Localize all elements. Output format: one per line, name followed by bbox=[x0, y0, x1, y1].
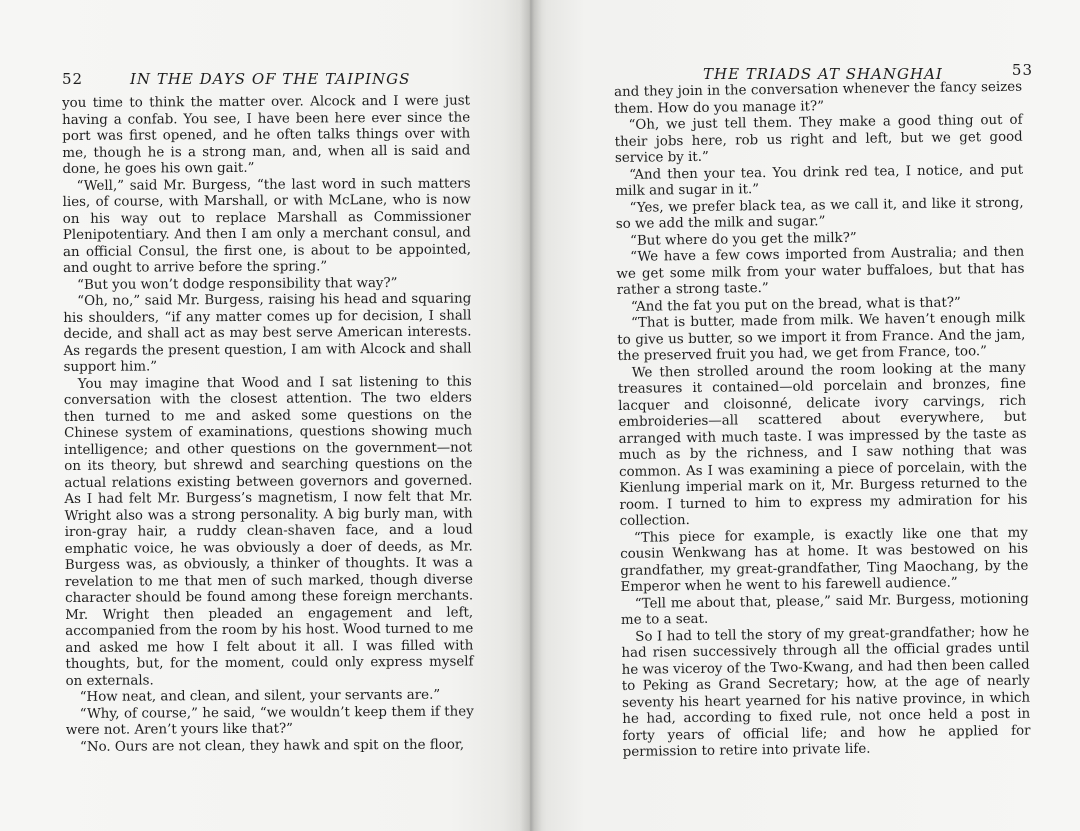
paragraph: So I had to tell the story of my great-grandfather; how he had risen successively through all the official grades until he was viceroy of the Two-Kwang, and had then been called to Peking as Grand Secretary; how, at the age of nearly seventy his heart yearned for his native province, in which he had, according to fixed rule, not once held a post in forty years of official life; and how he applied for permission to retire into private life. bbox=[621, 624, 1031, 760]
paragraph: you time to think the matter over. Alcock and I were just having a confab. You see, I have been here ever since the port was first opened, and he often talks things over with me, though he is a strong man, and, when all is said and done, he goes his own gait.” bbox=[62, 93, 471, 177]
left-page-body bbox=[62, 94, 474, 756]
paragraph: and they join in the conversation whenever the fancy seizes them. How do you manage it?” bbox=[614, 79, 1023, 117]
paragraph: We then strolled around the room looking at the many treasures it contained—old porcelain and bronzes, fine lacquer and cloisonné, delicate ivory carvings, rich embroideries—all scattered about everywhere, but arranged with much taste. I was impressed by the taste as much as by the richness, and I saw nothing that was common. As I was examining a piece of porcelain, with the Kienlung imperial mark on it, Mr. Burgess returned to the room. I turned to him to express my admiration for his collection. bbox=[617, 360, 1028, 529]
paragraph: “But you won’t dodge responsibility that way?” bbox=[77, 275, 398, 293]
right-running-title: THE TRIADS AT SHANGHAI bbox=[703, 65, 943, 83]
left-page-number: 52 bbox=[62, 70, 84, 88]
paragraph: “Well,” said Mr. Burgess, “the last word in such matters lies, of course, with Marshall, or with McLane, who is now on his way out to replace Marshall as Commissioner Plenipotentiary. And then I am only a merchant consul, and an official Consul, the first one, is about to be appointed, and ought to arrive before the spring.” bbox=[62, 176, 471, 276]
right-page-body bbox=[614, 80, 1031, 762]
left-running-title: IN THE DAYS OF THE TAIPINGS bbox=[130, 70, 411, 88]
paragraph: “But where do you get the milk?” bbox=[629, 230, 857, 249]
paragraph: “No. Ours are not clean, they hawk and spit on the floor, bbox=[79, 737, 465, 755]
paragraph: “Yes, we prefer black tea, as we call it, and like it strong, so we add the milk and sugar.” bbox=[615, 195, 1024, 232]
paragraph: “We have a few cows imported from Australia; and then we get some milk from your water buffaloes, but that has rather a strong taste.” bbox=[616, 244, 1025, 298]
paragraph: “Why, of course,” he said, “we wouldn’t keep them if they were not. Aren’t yours like that?” bbox=[65, 703, 474, 738]
paragraph: “How neat, and clean, and silent, your servants are.” bbox=[79, 687, 441, 705]
paragraph: “That is butter, made from milk. We haven’t enough milk to give us butter, so we import it from France. And the jam, the preserved fruit you had, we get from France, too.” bbox=[617, 310, 1026, 364]
paragraph: “And the fat you put on the bread, what is that?” bbox=[630, 294, 961, 315]
left-page bbox=[0, 0, 530, 831]
paragraph: “Tell me about that, please,” said Mr. Burgess, motioning me to a seat. bbox=[620, 591, 1029, 628]
paragraph: “This piece for example, is exactly like one that my cousin Wenkwang has at home. It was bestowed on his grandfather, my great-grandfather, Ting Maochang, by the Emperor when he went to his farewell audience.” bbox=[620, 525, 1029, 595]
paragraph: “And then your tea. You drink red tea, I notice, and put milk and sugar in it.” bbox=[615, 162, 1024, 199]
right-page-number: 53 bbox=[1011, 61, 1033, 79]
paragraph: “Oh, we just tell them. They make a good thing out of their jobs here, rob us right and left, but we get good service by it.” bbox=[614, 112, 1023, 166]
paragraph: “Oh, no,” said Mr. Burgess, raising his head and squaring his shoulders, “if any matter comes up for decision, I shall decide, and shall act as may best serve American interests. As regards the present question, I am with Alcock and shall support him.” bbox=[63, 291, 472, 375]
paragraph: You may imagine that Wood and I sat listening to this conversation with the closest attention. The two elders then turned to me and asked some questions on the Chinese system of examinations, questions showing much intelligence; and other questions on the government—not on its theory, but shrewd and searching questions on the actual relations existing between governors and governed. As I had felt Mr. Burgess’s magnetism, I now felt that Mr. Wright also was a strong personality. A big burly man, with iron-gray hair, a ruddy clean-shaven face, and a loud emphatic voice, he was obviously a doer of deeds, as Mr. Burgess was, as obviously, a thinker of thoughts. It was a revelation to me that men of such marked, though diverse character should be found among these foreign merchants. Mr. Wright then pleaded an engagement and left, accompanied from the room by his host. Wood turned to me and asked me how I felt about it all. I was filled with thoughts, but, for the moment, could only express myself on externals. bbox=[63, 374, 474, 689]
book-gutter bbox=[520, 0, 542, 831]
right-page bbox=[530, 0, 1080, 831]
